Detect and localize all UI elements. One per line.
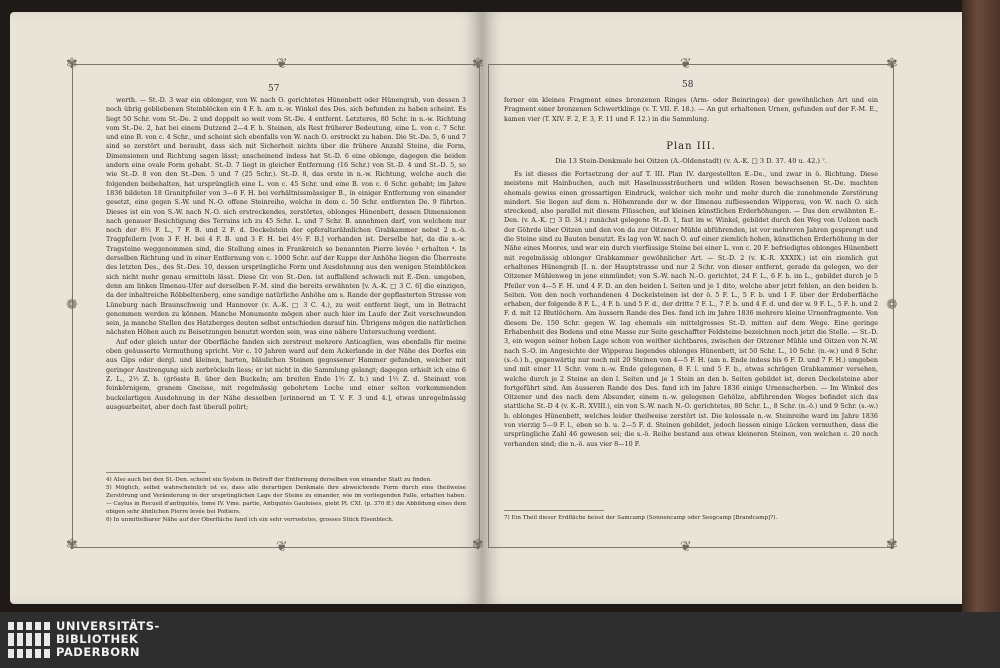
right-page-number: 58 <box>682 80 694 90</box>
paragraph: Es ist dieses die Fortsetzung der auf T. III. Plan IV. dargestellten E.-De., und zwar in ö. Richtung. Diese meistens mit Hainbuchen, auch mit Haselnusssträuchern und wilden Rosen bewachsenen St.-De. machten ehemals gewiss einen grossartigen Eindruck, welcher sich mehr und mehr durch die zunehmende Zerstörung mindert. Sie liegen auf dem n. Höhenrande der w. der Ilmenau zufliessenden Wipperau, von W. nach O. sich streckend, also parallel mit diesem Flüsschen, auf kleinen künstlichen Erderhöhungen. — Das den erwähnten E.-Den. (v. A.-K. □ 3 D. 34.) zunächst gelegene St.-D. 1, fast im w. Winkel, gebildet durch den Weg von Uelzen nach der Göhrde über Oitzen und den von da zur Oitzener Mühle abführenden, ist vor mehreren Jahren gesprengt und die Steine sind zu Bauten benutzt. Es lag von W. nach O. auf einer ziemlich hohen, künstlichen Erderhöhung in der Nähe eines Moores, und war ein durch vierfüssige Steine bei einer L. von c. 20 F. befriedigtes oblonges Hünenbett mit regelmässig oblonger Grabkammer gewöhnlicher Art. — St.-D. 2 (v. K.-R. XXXIX.) ist ein ziemlich gut erhaltenes Hünengrab [I. n. der Hauptstrasse und nur 2 Schr. von dieser entfernt, gerade da gelegen, wo der Oitzener Mühlenweg in jene einmündet; von S.-W. nach N.-O. gerichtet, 24 F. L., 6 F. b. im L., gebildet durch je 5 Pfeiler von 4—5 F. H. und 4 F. D. an den beiden l. Seiten und je 1 dito, welche aber jetzt fehlen, an den beiden b. Seiten. Von den noch vorhandenen 4 Deckelsteinen ist der ö. 5 F. L., 5 F. b. und 1 F. über der Erdoberfläche erhaben, der folgende 8 F. L., 4 F. b. und 5 F. d., der dritte 7 F. L., 7 F. b. und 4 F. d. und der w. 9 F. L., 5 F. b. und 2 F. d. mit 12 Blutlöchern. Am äussern Rande des Des. fand ich im Jahre 1836 mehrere kleine Urnenfragmente. Von diesem De. 150 Schr. gegen W. lag ehemals ein mittelgrosses St.-D. mitten auf dem Wege. Eine geringe Erhabenheit des Bodens und eine Masse zur Seite geschaffter Feldsteine bezeichnen noch jetzt die Stelle. — St.-D. 3, ein wegen seiner hohen Lage schon von weither sichtbares, zwischen der Oitzener Mühle und Oitzen von N.-W. nach S.-O. im Angesichte der Wipperau liegendes oblonges Hünenbett, ist 50 Schr. L., 10 Schr. (n.-w.) und 8 Schr. (s.-ö.) b., gegenwärtig nur noch mit 20 Steinen von 4—5 F. H. (am n. Ende indess bis 6 F. D. und 7 F. H.) umgeben und mit einer 11 Schr. vom n.-w. Ende gelegenen, 8 F. l. und 5 F. b., etwas schrägen Grabkammer versehen, welche durch je 2 Steine an den l. Seiten und je 1 Stein an den b. Seiten gebildet ist, deren Deckelsteine aber fortgeführt sind. Am äusseren Rande des Des. fand ich im Jahre 1836 einige Urnenscherben. — Im Winkel des Oitzener und des nach dem Absunder, einem n.-w. gelegenen Gehölze, abführenden Weges befindet sich das stattliche St.-D 4 (v. K.-R. XVIII.), ein von S.-W. nach N.-O. gerichtetes, 80 Schr. L., 8 Schr. (n.-ö.) und 9 Schr. (s.-w.) b. oblonges Hünenbett, welches leider theilweise zerstört ist. Die kolossale n.-w. Steinreihe ward im Jahre 1836 von vierzig 5—9 F. l., eben so b. u. 2—5 F. d. Steinen gebildet, jedoch liessen einige Lücken vermuthen, dass die ursprüngliche Zahl 46 gewesen sei; die s.-ö. Reihe bestand aus etwas kleineren Steinen, von welchen c. 20 noch vorhanden sind; die n.-ö. aus vier 8—10 F. <box>504 170 878 448</box>
paragraph: ferner ein kleines Fragment eines bronzenen Ringes (Arm- oder Beinringes) der gewöhnlichen Art und ein Fragment einer bronzenen Schwertklinge (v. T. VII. F. 18.). — An gut erhaltenen Urnen, gefunden auf der F.-M. E., kamen vier (T. XIV. F. 2, F. 3, F. 11 und F. 12.) in die Sammlung. <box>504 96 878 123</box>
plan-title: Plan III. <box>666 141 716 152</box>
plan-subtitle: Die 13 Stein-Denkmale bei Oitzen (A.-Oldenstadt) (v. A.-K. □ 3 D. 37. 40 u. 42.) ⁷. <box>555 157 827 165</box>
right-page-intro <box>504 96 878 134</box>
ornament-icon: ✾ <box>886 56 898 72</box>
library-name <box>56 620 160 659</box>
right-page-body <box>504 170 878 502</box>
left-page-body <box>106 96 466 468</box>
library-name-line: UNIVERSITÄTS- <box>56 619 160 633</box>
footnote: 4) Also auch bei den St.-Den. scheint ein System in Betreff der Entfernung derselben von einander Statt zu finden. <box>106 477 432 483</box>
ornament-icon: ❦ <box>276 56 288 72</box>
footnote: 5) Möglich, selbst wahrscheinlich ist es, dass alle derartigen Denkmale ihre abweichende Form durch eine theilweise Zerstörung und Veränderung in der ursprünglichen Lage der Steine zu einander, wie im vorliegenden Falle, erhalten haben. — Caylus in Recueil d'antiquités, tome IV. Vme. partie, Antiquités Gauloises, giebt Pl. CXI. (p. 370 ff.) die Abbildung eines dem obigen sehr ähnlichen Pierre levée bei Poitiers. <box>106 485 466 515</box>
book-cover-edge <box>962 0 1000 612</box>
ornament-icon: ❁ <box>886 297 898 313</box>
ornament-icon: ❁ <box>66 297 78 313</box>
footnote: 6) In unmittelbarer Nähe auf der Oberfläche fand ich ein sehr verrostetes, grosses Stück Eisenblech. <box>106 517 394 523</box>
paragraph: Auf oder gleich unter der Oberfläche fanden sich zerstreut mehrere Anticaglien, was ebenfalls für meine oben geäusserte Vermuthung spricht. Vor c. 10 Jahren ward auf dem Ackerlande in der Nähe des Dorfes ein aus Gips oder dergl. und kleinen, harten, bläulichen Steinen gegossener Hammer gefunden, welcher mit geringer Anstrengung sich zerbröckeln liess; er ist nicht in die Sammlung gelangt; dagegen erhielt ich eine 6 Z. L., 2½ Z. b. (grösste B. über den Buckeln; am breiten Ende 1½ Z. b.) und 1½ Z. d. Steinaxt von feinkörnigem, granem Gneisse, mit regelmässig gebohrtem Loche und einer selten vorkommenden buckelartigen Ausdehnung in der Nähe desselben [erinnernd an T. V. F. 3 und 4.], etwas unregelmässig ausgearbeitet, aber doch fast überall polirt; <box>106 337 466 411</box>
ornament-icon: ❦ <box>276 539 288 555</box>
library-logo-icon <box>8 620 52 660</box>
left-footnotes <box>106 476 466 542</box>
footnote-rule <box>106 472 206 473</box>
library-name-line: PADERBORN <box>56 645 141 659</box>
left-page-number: 57 <box>268 84 280 94</box>
ornament-icon: ✾ <box>886 537 898 553</box>
ornament-icon: ✾ <box>472 56 484 72</box>
ornament-icon: ✾ <box>66 56 78 72</box>
footnote-rule <box>504 510 604 511</box>
ornament-icon: ✾ <box>472 537 484 553</box>
ornament-icon: ❦ <box>680 539 692 555</box>
right-footnote: 7) Ein Theil dieser Erdfläche heisst der Samcamp (Sonnencamp oder Seegcamp [Brandcamp]?). <box>504 515 778 521</box>
ornament-icon: ✾ <box>66 537 78 553</box>
ornament-icon: ❦ <box>680 56 692 72</box>
paragraph: werth. — St.-D. 3 war ein oblonger, von W. nach O. gerichtetes Hünenbett oder Hünengrab, von dessen 3 noch übrig gebliebenen Steinblöcken ein 4 F. h. am n.-w. Winkel des Des. sich befunden zu haben scheint. Es liegt 50 Schr. vom St.-De. 2 und doppelt so weit vom St.-De. 4 entfernt. Letzteres, 80 Schr. in n.-w. Richtung vom St.-De. 2, hat bei einem Dutzend 2—4 F. h. Steinen, als Rest früherer Bedeutung, eine L. von c. 7 Schr. und eine B. von c. 4 Schr., und scheint sich ebenfalls von W. nach O. erstreckt zu haben. Die St.-De. 5, 6 und 7 sind so zerstört und beraubt, dass sich mit Sicherheit nichts über die frühere Anzahl Steine, die Form, Dimensionen und Richtung sagen lässt; anscheinend indess hat St.-D. 6 eine oblonge, dagegen die beiden andern eine ovale Form gehabt. St.-D. 7 liegt in gleicher Entfernung (16 Schr.) von St.-D. 4 und St.-D. 5, so wie St.-D. 8 von den St.-Den. 5 und 7 (25 Schr.). St.-D. 8, das erste in n.-w. Richtung, welche auch die folgenden beibehalten, hat ursprünglich eine L. von c. 45 Schr. und eine B. von c. 6 Schr. gehabt; im Jahre 1836 bildeten 18 Granitpfeiler von 3—6 F. H. bei verhältnissmässiger B., in einiger Entfernung von einander gesetzt, eine gegen S.-W. und N.-O. offene Steinreihe, welche in dem c. 50 Schr. entfernten De. 9 führten. Dieses ist ein von S.-W. nach N.-O. sich erstreckendes, zerstörtes, oblonges Hünenbett, dessen Dimensionen nach genauer Besichtigung des Terrains ich zu 45 Schr. L. und 7 Schr. B. annehmen darf, von welchem nur noch der 8½ F. L., 7 F. B. und 2 F. d. Deckelstein der opferaltarähnlichen Grabkammer nebst 2 n.-ö. Tragpfeilern [von 3 F. H. bei 4 F. B. und 3 F. H. bei 4½ F. B.] vorhanden ist. Derselbe hat, da die s.-w. Tragsteine weggenommen sind, die Stellung eines in Frankreich so benannten Pierre levée ³ erhalten ⁴. In derselben Richtung und in einer Entfernung von c. 1000 Schr. auf der Kuppe der Anhöhe liegen die Überreste des letzten Des., des St.-Des. 10, dessen ursprüngliche Form und Ausdehnung aus den wenigen Steinblöcken sich nicht mehr genau ermitteln lässt. Diese Gr. von St.-Den. ist auffallend schwach mit E.-Den. umgeben, denn am linken Ilmenau-Ufer auf derselben F.-M. sind die bereits erwähnten [v. A.-K. □ 3 C. 6] die einzigen, da der inhaltreiche Röbbeltenberg, eine sandige natürliche Anhöhe am s. Rande der gepflasterten Strasse von Lüneburg nach Braunschweig und Hannover (v. A.-K. □ 3 C. 4.), zu weit entfernt liegt, um in Betracht genommen werden zu können. Manche Monumente mögen aber auch hier im Laufe der Zeit verschwunden sein, ja manche Stellen des Hatzberges deuten selbst entschieden darauf hin. Übrigens mögen die natürlichen nächsten Höhen auch zu Beisetzungen benutzt worden sein, was eine nähere Untersuchung verdient. <box>106 96 466 337</box>
library-name-line: BIBLIOTHEK <box>56 632 139 646</box>
